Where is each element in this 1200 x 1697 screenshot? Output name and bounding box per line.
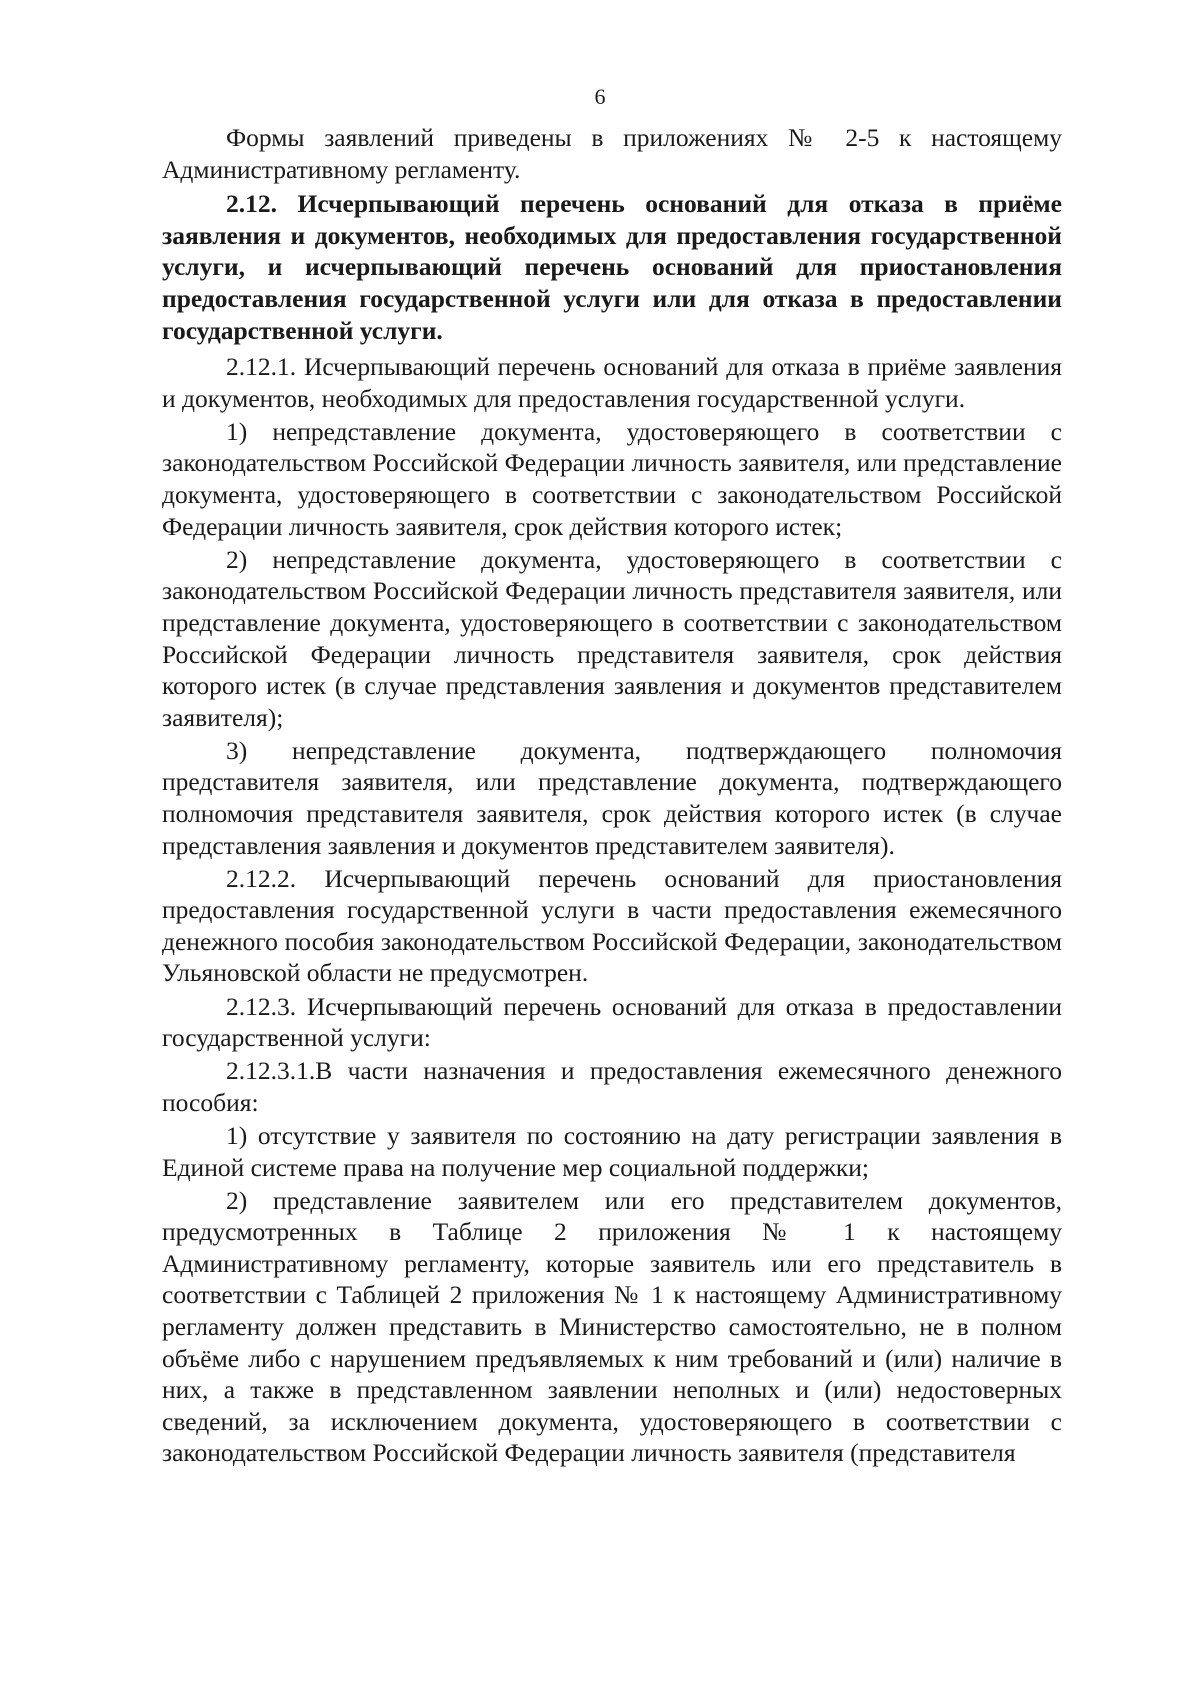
list-item-1: 1) непредставление документа, удостоверяющего в соответствии с законодательством Российской Федерации личность заявителя, или представление документа, удостоверяющего в соответствии с законодательством Российской Федерации личность заявителя, срок действия которого истек;: [162, 416, 1062, 541]
refusal-item-2: 2) представление заявителем или его представителем документов, предусмотренных в Таблице 2 приложения № 1 к настоящему Административному регламенту, которые заявитель или его представитель в соответствии с Таблицей 2 приложения № 1 к настоящему Административному регламенту должен представить в Министерство самостоятельно, не в полном объёме либо с нарушением предъявляемых к ним требований и (или) наличие в них, а также в представленном заявлении неполных и (или) недостоверных сведений, за исключением документа, удостоверяющего в соответствии с законодательством Российской Федерации личность заявителя (представителя: [162, 1185, 1062, 1468]
refusal-item-1: 1) отсутствие у заявителя по состоянию на дату регистрации заявления в Единой системе права на получение мер социальной поддержки;: [162, 1120, 1062, 1182]
paragraph-forms-reference: Формы заявлений приведены в приложениях № 2-5 к настоящему Административному регламенту.: [162, 123, 1062, 184]
list-item-2: 2) непредставление документа, удостоверяющего в соответствии с законодательством Российской Федерации личность представителя заявителя, или представление документа, удостоверяющего в соответствии с законодательством Российской Федерации личность представителя заявителя, срок действия которого истек (в случае представления заявления и документов представителем заявителя);: [162, 544, 1062, 732]
paragraph-2-12-3: 2.12.3. Исчерпывающий перечень оснований для отказа в предоставлении государственной услуги:: [162, 991, 1062, 1053]
paragraph-2-12-1: 2.12.1. Исчерпывающий перечень оснований для отказа в приёме заявления и документов, необходимых для предоставления государственной услуги.: [162, 352, 1062, 413]
document-body: [162, 122, 1062, 1470]
list-item-3: 3) непредставление документа, подтверждающего полномочия представителя заявителя, или представление документа, подтверждающего полномочия представителя заявителя, срок действия которого истек (в случае представления заявления и документов представителем заявителя).: [162, 735, 1062, 860]
section-heading-2-12: 2.12. Исчерпывающий перечень оснований для отказа в приёме заявления и документов, необходимых для предоставления государственной услуги, и исчерпывающий перечень оснований для приостановления предоставления государственной услуги или для отказа в предоставлении государственной услуги.: [162, 189, 1062, 345]
paragraph-2-12-2: 2.12.2. Исчерпывающий перечень оснований для приостановления предоставления государственной услуги в части предоставления ежемесячного денежного пособия законодательством Российской Федерации, законодательством Ульяновской области не предусмотрен.: [162, 863, 1062, 988]
page-number: 6: [594, 84, 606, 109]
paragraph-2-12-3-1: 2.12.3.1.В части назначения и предоставления ежемесячного денежного пособия:: [162, 1056, 1062, 1117]
